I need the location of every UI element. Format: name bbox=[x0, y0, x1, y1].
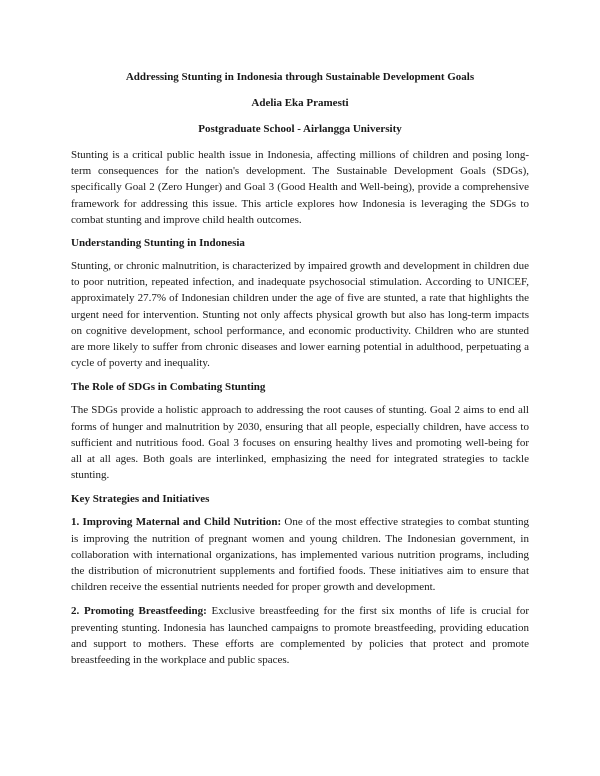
section-heading-understanding: Understanding Stunting in Indonesia bbox=[71, 237, 245, 250]
strategy-paragraph-nutrition bbox=[71, 514, 529, 595]
section-paragraph-understanding: Stunting, or chronic malnutrition, is characterized by impaired growth and development in children due to poor nutrition, repeated infection, and inadequate psychosocial stimulation. According to UNICEF, approximately 27.7% of Indonesian children under the age of five are stunted, a rate that highlights the urgent need for intervention. Stunting not only affects physical growth but also has long-term impacts on cognitive development, school performance, and economic productivity. Children who are stunted are more likely to suffer from chronic diseases and lower earning potential in adulthood, perpetuating a cycle of poverty and inequality. bbox=[71, 260, 529, 370]
strategy-paragraph-breastfeeding bbox=[71, 603, 529, 668]
author-name: Adelia Eka Pramesti bbox=[251, 97, 349, 109]
section-paragraph-role-of-sdgs: The SDGs provide a holistic approach to addressing the root causes of stunting. Goal 2 aims to end all forms of hunger and malnutrition by 2030, ensuring that all people, especially children, have access to sufficient and nutritious food. Goal 3 focuses on ensuring healthy lives and promoting well-being for all at all ages. Both goals are interlinked, emphasizing the need for integrated strategies to tackle stunting. bbox=[71, 404, 529, 482]
section-heading-role-of-sdgs: The Role of SDGs in Combating Stunting bbox=[71, 381, 266, 394]
strategy-lead-breastfeeding: 2. Promoting Breastfeeding: bbox=[71, 605, 207, 618]
document-page bbox=[71, 70, 529, 668]
strategy-text-nutrition: One of the most effective strategies to combat stunting is improving the nutrition of pregnant women and young children. The Indonesian government, in collaboration with international organizations, has implemented various nutrition programs, including the distribution of micronutrient supplements and fortified foods. These initiatives aim to ensure that children receive the essential nutrients needed for proper growth and development. bbox=[71, 516, 530, 594]
strategy-text-breastfeeding: Exclusive breastfeeding for the first six months of life is crucial for preventing stunting. Indonesia has launched campaigns to promote breastfeeding, providing education and support to mothers. These efforts are complemented by policies that protect and promote breastfeeding in the workplace and public spaces. bbox=[71, 605, 529, 667]
author-affiliation: Postgraduate School - Airlangga University bbox=[198, 123, 402, 135]
section-heading-key-strategies: Key Strategies and Initiatives bbox=[71, 493, 210, 506]
document-title: Addressing Stunting in Indonesia through Sustainable Development Goals bbox=[125, 71, 475, 83]
intro-paragraph: Stunting is a critical public health issue in Indonesia, affecting millions of children and posing long-term consequences for the nation's development. The Sustainable Development Goals (SDGs), specifically Goal 2 (Zero Hunger) and Goal 3 (Good Health and Well-being), provide a comprehensive framework for addressing this issue. This article explores how Indonesia is leveraging the SDGs to combat stunting and improve child health outcomes. bbox=[71, 149, 529, 226]
strategy-lead-nutrition: 1. Improving Maternal and Child Nutrition: bbox=[71, 516, 282, 529]
